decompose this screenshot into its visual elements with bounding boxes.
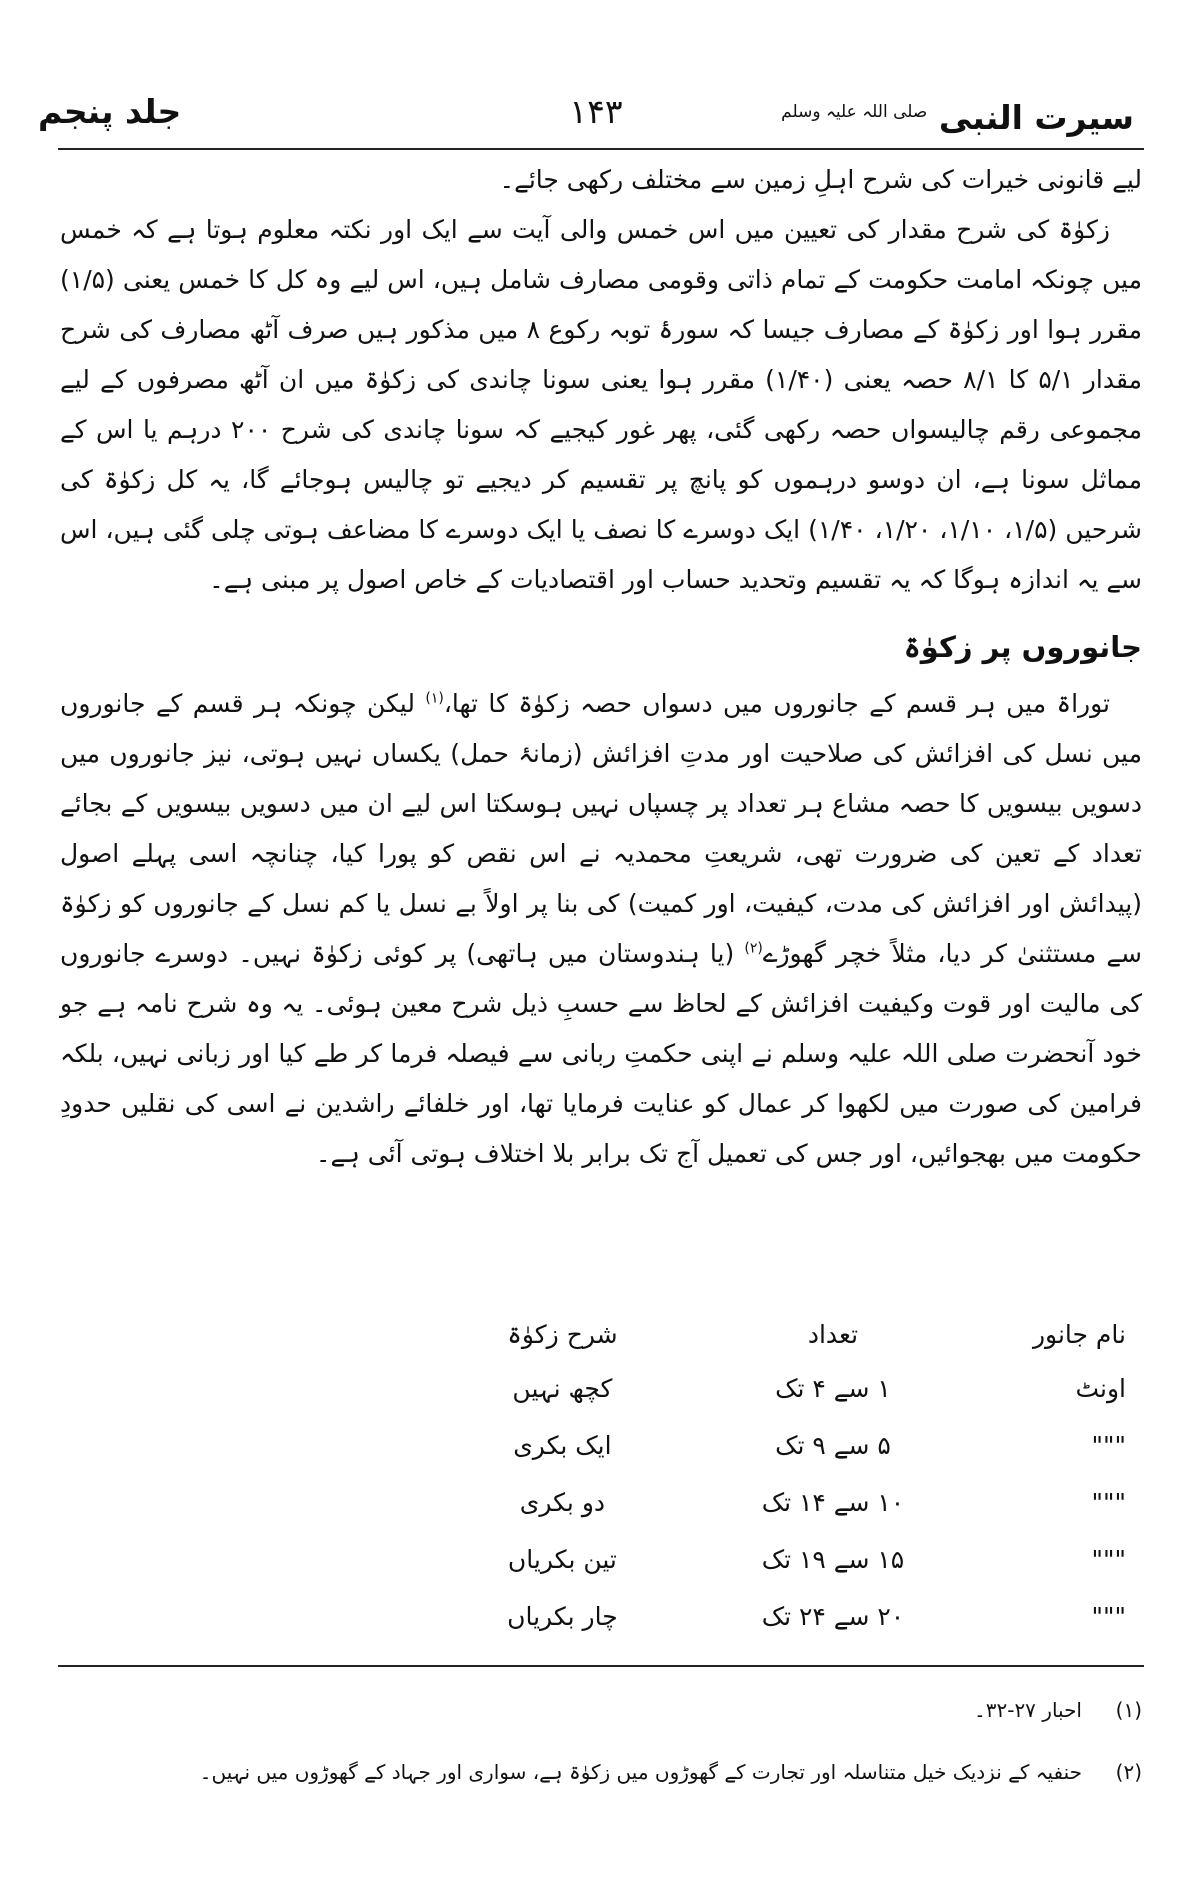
- running-header: [30, 86, 1162, 146]
- footnote-ref-1: (۱): [425, 690, 444, 707]
- footnote-ref-2: (۲): [744, 940, 763, 957]
- table-row: [420, 1474, 1132, 1531]
- paragraph-3-part-c: (یا ہندوستان میں ہاتھی) پر کوئی زکوٰۃ نہیں۔ دوسرے جانوروں کی مالیت اور قوت وکیفیت افزائش کے لحاظ سے حسبِ ذیل شرح معین ہوئی۔ یہ وہ شرح نامہ ہے جو خود آنحضرت صلی اللہ علیہ وسلم نے اپنی حکمتِ ربانی سے فیصلہ فرما کر طے کیا اور زبانی نہیں، بلکہ فرامین کی صورت میں لکھوا کر عمال کو عنایت فرمایا تھا، اور خلفائے راشدین نے اسی کی نقلیں حدودِ حکومت میں بھجوائیں، اور جس کی تعمیل آج تک برابر بلا اختلاف ہوتی آئی ہے۔: [60, 939, 1142, 1168]
- book-title: سیرت النبی $^{صلی اللہ علیہ وسلم}$: [781, 98, 1134, 137]
- header-animal: نام جانور: [1032, 1319, 1126, 1349]
- table-row: [420, 1417, 1132, 1474]
- table-row: [420, 1360, 1132, 1417]
- cell-count: ۲۰ سے ۲۴ تک: [761, 1602, 905, 1631]
- cell-rate: ایک بکری: [513, 1431, 612, 1460]
- section-heading: جانوروں پر زکوٰۃ: [903, 630, 1142, 664]
- table-header-row: [420, 1308, 1132, 1360]
- honorific: صلی اللہ علیہ وسلم: [781, 102, 928, 122]
- volume-label: جلد پنجم: [38, 92, 182, 131]
- cell-count: ۱۰ سے ۱۴ تک: [761, 1488, 905, 1517]
- paragraph-1: لیے قانونی خیرات کی شرح اہلِ زمین سے مختلف رکھی جائے۔: [499, 165, 1142, 194]
- cell-count: ۵ سے ۹ تک: [775, 1431, 891, 1460]
- table-row: [420, 1588, 1132, 1645]
- cell-animal: """: [1091, 1545, 1126, 1574]
- cell-count: ۱ سے ۴ تک: [775, 1374, 891, 1403]
- paragraph-2: زکوٰۃ کی شرح مقدار کی تعیین میں اس خمس والی آیت سے ایک اور نکتہ معلوم ہوتا ہے کہ خمس میں چونکہ امامت حکومت کے تمام ذاتی وقومی مصارف شامل ہیں، اس لیے وہ کل کا خمس یعنی (۱/۵) مقرر ہوا اور زکوٰۃ کے مصارف جیسا کہ سورۂ توبہ رکوع ۸ میں مذکور ہیں صرف آٹھ مصارف کی شرح مقدار ۵/۱ کا ۸/۱ حصہ یعنی (۱/۴۰) مقرر ہوا یعنی سونا چاندی کی زکوٰۃ میں ان آٹھ مصرفوں کے لیے مجموعی رقم چالیسواں حصہ رکھی گئی، پھر غور کیجیے کہ سونا چاندی کی شرح ۲۰۰ درہم یا اس کے مماثل سونا ہے، ان دوسو درہموں کو پانچ پر تقسیم کر دیجیے تو چالیس ہوجائے گا، یہ کل زکوٰۃ کی شرحیں (۱/۵، ۱/۱۰، ۱/۲۰، ۱/۴۰) ایک دوسرے کا نصف یا ایک دوسرے کا مضاعف ہوتی چلی گئی ہیں، اس سے یہ اندازہ ہوگا کہ یہ تقسیم وتحدید حساب اور اقتصادیات کے خاص اصول پر مبنی ہے۔: [60, 215, 1143, 594]
- footnote-text: احبار ۲۷-۳۲۔: [974, 1698, 1082, 1722]
- cell-animal: """: [1091, 1488, 1126, 1517]
- footnote-number: (۱): [1115, 1698, 1142, 1722]
- cell-animal: اونٹ: [1075, 1374, 1126, 1403]
- cell-rate: دو بکری: [519, 1488, 606, 1517]
- footnote-text: حنفیہ کے نزدیک خیل متناسلہ اور تجارت کے گھوڑوں میں زکوٰۃ ہے، سواری اور جہاد کے گھوڑوں میں نہیں۔: [199, 1760, 1082, 1784]
- footnote: [60, 1688, 1142, 1732]
- paragraph-3: [60, 679, 1142, 1179]
- body-text: [60, 155, 1142, 1179]
- cell-animal: """: [1091, 1602, 1126, 1631]
- paragraph-3-part-a: توراۃ میں ہر قسم کے جانوروں میں دسواں حصہ زکوٰۃ کا تھا،: [443, 689, 1110, 718]
- paragraph-3-part-b: لیکن چونکہ ہر قسم کے جانوروں میں نسل کی افزائش کی صلاحیت اور مدتِ افزائش (زمانۂ حمل) یکساں نہیں ہوتی، نیز جانوروں میں دسویں بیسویں کا حصہ مشاع ہر تعداد پر چسپاں نہیں ہوسکتا اس لیے ان میں دسویں بیسویں کے بجائے تعداد کے تعین کی ضرورت تھی، شریعتِ محمدیہ نے اس نقص کو پورا کیا، چنانچہ اسی پہلے اصول (پیدائش اور افزائش کی مدت، کیفیت، اور کمیت) کی بنا پر اولاً بے نسل یا کم نسل کے جانوروں کو زکوٰۃ سے مستثنیٰ کر دیا، مثلاً خچر گھوڑے: [60, 689, 1142, 968]
- footnote-divider: [58, 1665, 1144, 1667]
- header-count: تعداد: [807, 1319, 859, 1349]
- cell-rate: تین بکریاں: [507, 1545, 617, 1574]
- footnotes: [60, 1688, 1142, 1812]
- header-divider: [58, 148, 1144, 150]
- zakat-rate-table: [420, 1308, 1132, 1645]
- footnote: [60, 1750, 1142, 1794]
- header-rate: شرح زکوٰۃ: [507, 1319, 618, 1349]
- page-number: ۱۴۳: [569, 92, 623, 131]
- cell-rate: چار بکریاں: [507, 1602, 618, 1631]
- cell-rate: کچھ نہیں: [512, 1374, 613, 1403]
- cell-animal: """: [1091, 1431, 1126, 1460]
- table-row: [420, 1531, 1132, 1588]
- footnote-number: (۲): [1115, 1760, 1142, 1784]
- cell-count: ۱۵ سے ۱۹ تک: [761, 1545, 905, 1574]
